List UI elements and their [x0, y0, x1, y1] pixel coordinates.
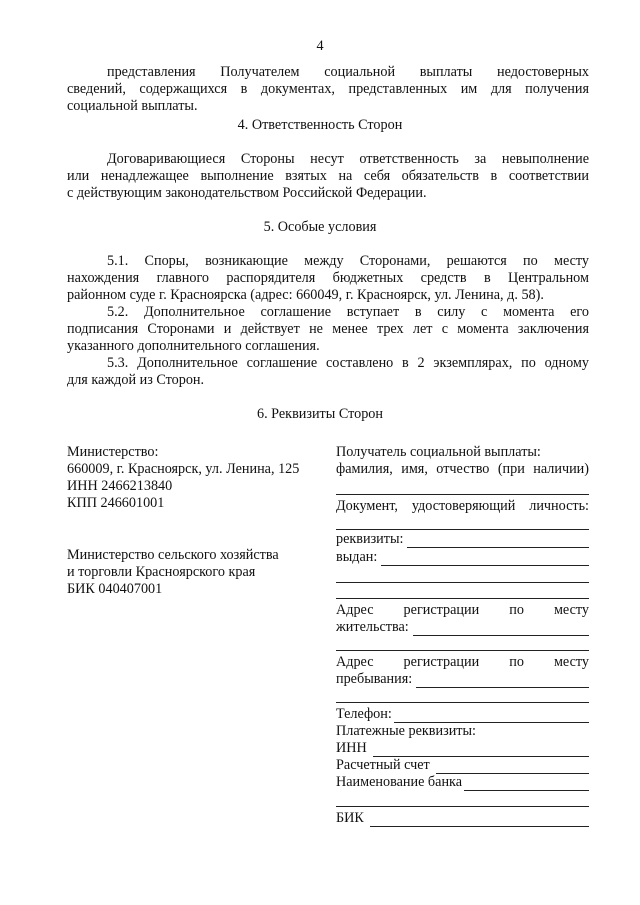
section-4-line-1: Договаривающиеся Стороны несут ответственность за невыполнение [107, 151, 589, 167]
reg-address-label-2: жительства: [336, 619, 409, 635]
ministry-kpp: КПП 246601001 [67, 495, 165, 511]
requisites-line[interactable] [407, 535, 589, 548]
account-line[interactable] [436, 761, 589, 774]
ministry-name-line-2: и торговли Красноярского края [67, 564, 256, 580]
recipient-fio-caption: фамилия, имя, отчество (при наличии) [336, 461, 589, 477]
phone-field [336, 706, 589, 723]
section-5-heading: 5. Особые условия [263, 219, 377, 235]
fio-line[interactable] [336, 494, 589, 495]
ministry-label: Министерство: [67, 444, 159, 460]
bik-line[interactable] [370, 814, 589, 827]
stay-address-line[interactable] [416, 675, 589, 688]
reg-address-line-2[interactable] [336, 650, 589, 651]
id-requisites-field [336, 531, 589, 548]
bik-field [336, 810, 589, 827]
section-5-1-line-1: 5.1. Споры, возникающие между Сторонами, решаются по месту [107, 253, 589, 269]
section-5-3-line-1: 5.3. Дополнительное соглашение составлено в 2 экземплярах, по одному [107, 355, 589, 371]
issued-label: выдан: [336, 549, 378, 565]
account-label: Расчетный счет [336, 757, 430, 773]
section-4-line-3: с действующим законодательством Российской Федерации. [67, 185, 427, 201]
account-field [336, 757, 589, 774]
inn-field [336, 740, 589, 757]
phone-line[interactable] [394, 710, 589, 723]
bik-label: БИК [336, 810, 364, 826]
recipient-label: Получатель социальной выплаты: [336, 444, 541, 460]
continuation-line-2: сведений, содержащихся в документах, представленных им для получения [67, 81, 589, 97]
section-6-heading: 6. Реквизиты Сторон [256, 406, 383, 422]
section-5-2-line-3: указанного дополнительного соглашения. [67, 338, 320, 354]
reg-address-label: Адрес регистрации по месту [336, 602, 589, 618]
stay-address-label: Адрес регистрации по месту [336, 654, 589, 670]
section-5-3-line-2: для каждой из Сторон. [67, 372, 205, 388]
stay-address-line-2[interactable] [336, 702, 589, 703]
ministry-address: 660009, г. Красноярск, ул. Ленина, 125 [67, 461, 300, 477]
section-4-line-2: или ненадлежащее выполнение взятых на себя обязательств в соответствии [67, 168, 589, 184]
section-4-heading: 4. Ответственность Сторон [237, 117, 403, 133]
continuation-line-1: представления Получателем социальной выплаты недостоверных [107, 64, 589, 80]
section-5-1-line-2: нахождения главного распорядителя бюджетных средств в Центральном [67, 270, 589, 286]
bank-label: Наименование банка [336, 774, 463, 790]
section-5-1-line-3: районном суде г. Красноярска (адрес: 660049, г. Красноярск, ул. Ленина, д. 58). [67, 287, 544, 303]
bank-line-2[interactable] [336, 806, 589, 807]
issued-line[interactable] [381, 553, 589, 566]
inn-label: ИНН [336, 740, 367, 756]
ministry-name-line-1: Министерство сельского хозяйства [67, 547, 279, 563]
bank-line[interactable] [464, 778, 589, 791]
stay-address-label-2: пребывания: [336, 671, 413, 687]
ministry-bik: БИК 040407001 [67, 581, 163, 597]
reg-address-field [336, 619, 589, 636]
ministry-inn: ИНН 2466213840 [67, 478, 173, 494]
issued-line-3[interactable] [336, 598, 589, 599]
reg-address-line[interactable] [413, 623, 589, 636]
stay-address-field [336, 671, 589, 688]
continuation-line-3: социальной выплаты. [67, 98, 198, 114]
page-number: 4 [316, 38, 324, 54]
issued-field [336, 549, 589, 566]
bank-field [336, 774, 589, 791]
section-5-2-line-2: подписания Сторонами и действует не менее трех лет с момента заключения [67, 321, 589, 337]
payment-requisites-label: Платежные реквизиты: [336, 723, 476, 739]
id-document-line[interactable] [336, 529, 589, 530]
phone-label: Телефон: [336, 706, 392, 722]
section-5-2-line-1: 5.2. Дополнительное соглашение вступает в силу с момента его [107, 304, 589, 320]
id-document-label: Документ, удостоверяющий личность: [336, 498, 589, 514]
issued-line-2[interactable] [336, 582, 589, 583]
inn-line[interactable] [373, 744, 589, 757]
requisites-label: реквизиты: [336, 531, 404, 547]
